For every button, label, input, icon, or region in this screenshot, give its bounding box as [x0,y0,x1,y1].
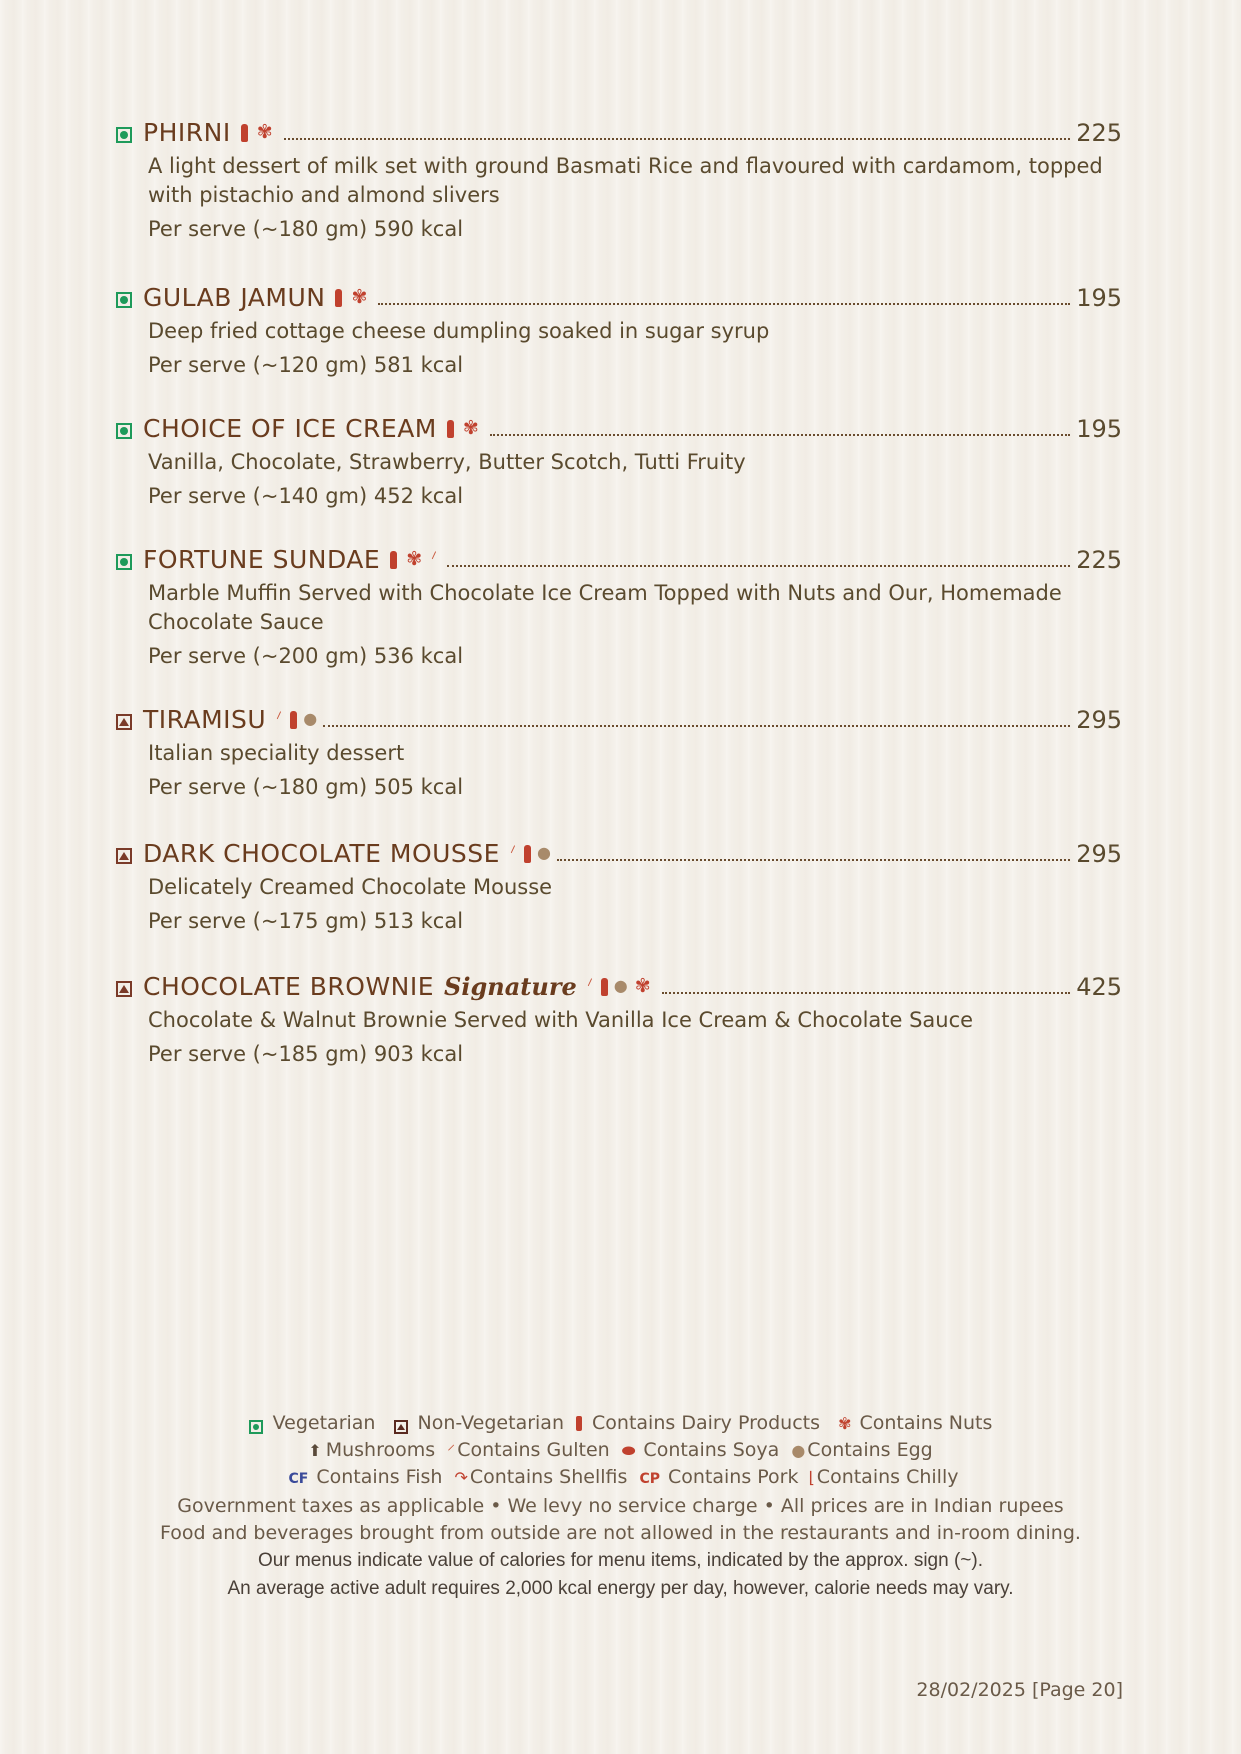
menu-item-description: Deep fried cottage cheese dumpling soaked in sugar syrup [148,319,770,343]
menu-item-description: Marble Muffin Served with Chocolate Ice Cream Topped with Nuts and Our, Homemade Chocolate Sauce [148,581,1062,634]
dot-leader [557,859,1070,861]
pork-code-icon: CP [639,1471,660,1487]
menu-item-name: TIRAMISU [143,705,267,734]
milk-bottle-icon [390,551,397,569]
dot-leader [447,565,1070,567]
legend-mushrooms: Mushrooms [325,1439,436,1461]
menu-item-calories: Per serve (~180 gm) 505 kcal [148,775,464,799]
dot-leader [378,303,1070,305]
menu-item-title-row [116,279,1122,313]
wheat-icon: ⸍ [273,708,288,730]
chilli-icon: ⌊ [808,1468,815,1487]
egg-icon: ● [613,976,628,995]
wheat-icon: ⸍ [428,548,443,570]
shrimp-icon: ↷ [454,1468,468,1487]
wheat-icon: ⸍ [447,1441,456,1460]
egg-icon: ● [303,709,318,728]
note-calories: Our menus indicate value of calories for menu items, indicated by the approx. sign (~). [258,1550,983,1571]
menu-item-price: 425 [1076,973,1122,1001]
nut-icon: ✾ [838,1414,852,1433]
veg-mark-icon [116,554,132,570]
egg-icon: ● [536,843,551,862]
nonveg-mark-icon [394,1420,408,1434]
legend-gluten: Contains Gulten [457,1439,610,1461]
wheat-icon: ⸍ [583,975,599,997]
allergen-icons [241,122,276,142]
allergen-icons [273,708,318,730]
milk-bottle-icon [576,1416,582,1431]
menu-item-calories: Per serve (~175 gm) 513 kcal [148,909,464,933]
milk-bottle-icon [241,124,248,142]
menu-item-price: 295 [1076,706,1122,734]
menu-item-name: CHOCOLATE BROWNIE [143,972,435,1001]
legend-shellfish: Contains Shellfis [469,1466,628,1488]
menu-item-calories: Per serve (~185 gm) 903 kcal [148,1042,464,1066]
allergen-icons [447,418,482,438]
menu-item [116,835,1122,936]
menu-item-calories: Per serve (~140 gm) 452 kcal [148,484,464,508]
menu-item-calories: Per serve (~200 gm) 536 kcal [148,644,464,668]
nonveg-mark-icon [116,714,132,730]
menu-item-title-row [116,410,1122,444]
veg-mark-icon [116,292,132,308]
egg-icon: ● [791,1441,806,1460]
dot-leader [323,725,1070,727]
menu-item-description: A light dessert of milk set with ground Basmati Rice and flavoured with cardamom, topped with pistachio and almond slivers [148,154,1103,207]
menu-item-title-row [116,835,1122,869]
milk-bottle-icon [524,845,531,863]
allergen-icons [390,548,443,570]
menu-item-title-row [116,701,1122,735]
menu-item-description: Chocolate & Walnut Brownie Served with Vanilla Ice Cream & Chocolate Sauce [148,1008,974,1032]
nut-icon: ✾ [634,975,651,997]
menu-item [116,541,1122,671]
legend-row-1 [0,1410,1241,1437]
milk-bottle-icon [447,420,454,438]
menu-item-description: Italian speciality dessert [148,741,405,765]
fish-code-icon: CF [288,1471,309,1487]
dot-leader [490,434,1070,436]
menu-item [116,279,1122,380]
note-taxes: Government taxes as applicable • We levy no service charge • All prices are in Indian rupees [177,1495,1064,1517]
nonveg-mark-icon [116,981,132,997]
legend [0,1410,1241,1603]
allergen-icons [583,975,654,997]
menu-item [116,410,1122,511]
dot-leader [284,138,1070,140]
menu-item-calories: Per serve (~180 gm) 590 kcal [148,217,464,241]
nonveg-mark-icon [116,848,132,864]
soya-icon: ⬬ [621,1441,636,1460]
note-kcal-requirement: An average active adult requires 2,000 kcal energy per day, however, calorie needs may vary. [227,1578,1014,1599]
legend-pork: Contains Pork [667,1466,799,1488]
milk-bottle-icon [601,978,608,996]
veg-mark-icon [116,423,132,439]
menu-item-price: 225 [1076,119,1122,147]
legend-fish: Contains Fish [316,1466,443,1488]
menu-item-title-row [116,114,1122,148]
legend-row-3 [0,1464,1241,1493]
veg-mark-icon [116,127,132,143]
menu-item [116,968,1122,1069]
veg-mark-icon [249,1420,263,1434]
page-footer-date: 28/02/2025 [Page 20] [916,1679,1123,1701]
menu-item-description: Vanilla, Chocolate, Strawberry, Butter Scotch, Tutti Fruity [148,450,746,474]
menu-item-title-row [116,541,1122,575]
menu-item-name: GULAB JAMUN [143,283,326,312]
legend-non-vegetarian: Non-Vegetarian [417,1412,564,1434]
menu-item-price: 195 [1076,415,1122,443]
menu-item-price: 195 [1076,284,1122,312]
menu-item-title-row [116,968,1122,1002]
note-outside-food: Food and beverages brought from outside are not allowed in the restaurants and in-room dining. [160,1522,1081,1544]
dessert-menu [116,114,1122,1069]
nut-icon: ✾ [351,286,368,308]
menu-item-name: PHIRNI [143,118,231,147]
menu-item-name: CHOICE OF ICE CREAM [143,414,437,443]
menu-item-description: Delicately Creamed Chocolate Mousse [148,875,553,899]
menu-item-name: FORTUNE SUNDAE [143,545,381,574]
legend-chilly: Contains Chilly [816,1466,959,1488]
legend-soya: Contains Soya [643,1439,780,1461]
signature-label: Signature [444,972,577,1001]
legend-dairy: Contains Dairy Products [592,1412,821,1434]
menu-item [116,114,1122,244]
menu-item-calories: Per serve (~120 gm) 581 kcal [148,353,464,377]
menu-item-price: 295 [1076,840,1122,868]
nut-icon: ✾ [462,417,479,439]
legend-egg: Contains Egg [807,1439,933,1461]
allergen-icons [506,842,551,864]
allergen-icons [335,287,370,307]
legend-nuts: Contains Nuts [859,1412,993,1434]
mushroom-icon: ⬆ [308,1441,322,1460]
milk-bottle-icon [290,711,297,729]
legend-vegetarian: Vegetarian [272,1412,376,1434]
wheat-icon: ⸍ [506,842,522,864]
nut-icon: ✾ [256,121,273,143]
menu-item [116,701,1122,802]
nut-icon: ✾ [406,548,423,570]
legend-row-2 [0,1437,1241,1464]
menu-item-name: DARK CHOCOLATE MOUSSE [143,839,500,868]
menu-item-price: 225 [1076,546,1122,574]
milk-bottle-icon [335,289,342,307]
dot-leader [662,992,1070,994]
